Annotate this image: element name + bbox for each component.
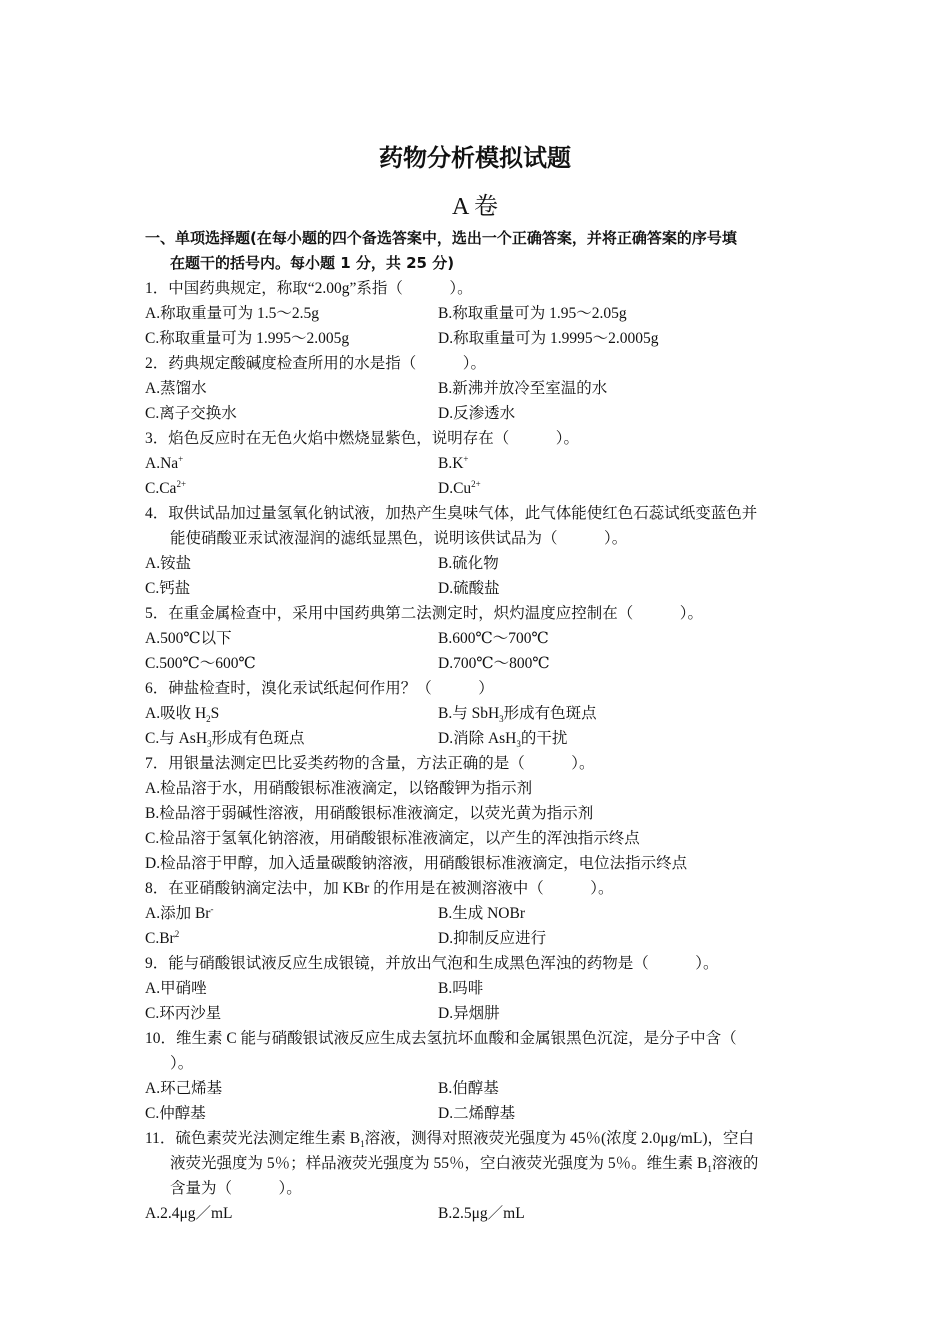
option-c: C.检品溶于氢氧化钠溶液，用硝酸银标准液滴定，以产生的浑浊指示终点	[145, 830, 640, 847]
question-1-options-row2	[145, 326, 815, 351]
option-a: A.铵盐	[145, 555, 192, 572]
question-3-options-row1	[145, 451, 815, 476]
question-8-options-row1	[145, 901, 815, 926]
page-title: 药物分析模拟试题	[379, 144, 571, 172]
option-d: D.硫酸盐	[438, 580, 500, 597]
question-10-stem-cont: ）。	[170, 1055, 194, 1072]
option-a: A.蒸馏水	[145, 380, 207, 397]
option-b: B.2.5μg／mL	[438, 1205, 525, 1222]
section-heading: 一、单项选择题(在每小题的四个备选答案中，选出一个正确答案，并将正确答案的序号填	[145, 229, 737, 247]
question-2-options-row1	[145, 376, 815, 401]
option-c: C.离子交换水	[145, 405, 237, 422]
option-c: C.钙盐	[145, 580, 191, 597]
option-d: D.二烯醇基	[438, 1105, 516, 1122]
option-a: A.吸收 $H_2S$	[145, 705, 220, 725]
option-d: D.700℃～800℃	[438, 655, 550, 672]
option-c: C.Br$^2$	[145, 928, 180, 947]
option-a: A.Na+	[145, 453, 184, 472]
option-a: A.甲硝唑	[145, 980, 207, 997]
question-6-options-row1	[145, 701, 815, 726]
option-b: B.生成 NOBr	[438, 905, 525, 922]
question-11-stem-cont2: 含量为（ ）。	[170, 1180, 302, 1197]
page-subtitle: A 卷	[451, 194, 498, 220]
question-2-stem: 2．药典规定酸碱度检查所用的水是指（ ）。	[145, 355, 487, 372]
option-b: B.硫化物	[438, 555, 499, 572]
question-11-stem: 11．硫色素荧光法测定维生素 $B_1$溶液，测得对照液荧光强度为 45％(浓度 2.0μg/mL)，空白	[145, 1130, 754, 1150]
question-4-stem: 4．取供试品加过量氢氧化钠试液，加热产生臭味气体，此气体能使红色石蕊试纸变蓝色并	[145, 505, 758, 522]
question-3-stem: 3．焰色反应时在无色火焰中燃烧显紫色，说明存在（ ）。	[145, 430, 580, 447]
question-8-options-row2	[145, 926, 815, 951]
question-11-options-row1	[145, 1201, 815, 1226]
option-d: $D.Cu^{2+}$	[438, 478, 481, 497]
question-10-options-row2	[145, 1101, 815, 1126]
question-5-options-row1	[145, 626, 815, 651]
option-b: B.K+	[438, 453, 469, 472]
option-c: C.仲醇基	[145, 1105, 206, 1122]
question-10-options-row1	[145, 1076, 815, 1101]
option-d: D.检品溶于甲醇，加入适量碳酸钠溶液，用硝酸银标准液滴定，电位法指示终点	[145, 855, 688, 872]
question-6-stem: 6．砷盐检查时，溴化汞试纸起何作用？（ ）	[145, 680, 494, 697]
option-b: B.称取重量可为 1.95～2.05g	[438, 305, 627, 322]
option-a: A.添加 Br-	[145, 903, 214, 922]
option-c: C.环丙沙星	[145, 1005, 222, 1022]
question-4-options-row2	[145, 576, 815, 601]
question-2-options-row2	[145, 401, 815, 426]
option-c: C.与 AsH$_3$形成有色斑点	[145, 730, 305, 750]
question-9-options-row2	[145, 1001, 815, 1026]
option-b: B.吗啡	[438, 980, 484, 997]
question-6-options-row2	[145, 726, 815, 751]
question-8-stem: 8．在亚硝酸钠滴定法中，加 KBr 的作用是在被测溶液中（ ）。	[145, 880, 614, 897]
option-c: $C.Ca^{2+}$	[145, 478, 187, 497]
question-11-stem-cont: 液荧光强度为 5％；样品液荧光强度为 55％，空白液荧光强度为 5％。维生素 $B_1$溶液的	[170, 1155, 759, 1175]
question-5-options-row2	[145, 651, 815, 676]
question-1-stem: 1．中国药典规定，称取“2.00g”系指（ ）。	[145, 280, 473, 297]
option-d: D.称取重量可为 1.9995～2.0005g	[438, 330, 659, 347]
question-5-stem: 5．在重金属检查中，采用中国药典第二法测定时，炽灼温度应控制在（ ）。	[145, 605, 704, 622]
question-4-options-row1	[145, 551, 815, 576]
option-a: A.称取重量可为 1.5～2.5g	[145, 305, 319, 322]
option-d: D.异烟肼	[438, 1005, 500, 1022]
question-1-options-row1	[145, 301, 815, 326]
option-c: C.称取重量可为 1.995～2.005g	[145, 330, 350, 347]
option-a: A.检品溶于水，用硝酸银标准液滴定，以铬酸钾为指示剂	[145, 780, 533, 797]
option-b: B.600℃～700℃	[438, 630, 549, 647]
option-d: D.反渗透水	[438, 405, 516, 422]
option-b: B.与 SbH$_3$形成有色斑点	[438, 705, 597, 725]
question-4-stem-cont: 能使硝酸亚汞试液湿润的滤纸显黑色，说明该供试品为（ ）。	[170, 530, 628, 547]
question-3-options-row2	[145, 476, 815, 501]
question-10-stem: 10．维生素 C 能与硝酸银试液反应生成去氢抗坏血酸和金属银黑色沉淀，是分子中含（	[145, 1030, 737, 1047]
question-list	[145, 226, 815, 1226]
option-a: A.500℃以下	[145, 630, 232, 647]
option-b: B.新沸并放冷至室温的水	[438, 380, 608, 397]
question-9-options-row1	[145, 976, 815, 1001]
option-a: A.2.4μg／mL	[145, 1205, 233, 1222]
question-9-stem: 9．能与硝酸银试液反应生成银镜，并放出气泡和生成黑色浑浊的药物是（ ）。	[145, 955, 719, 972]
option-d: D.消除 AsH$_3$的干扰	[438, 730, 568, 750]
option-b: B.检品溶于弱碱性溶液，用硝酸银标准液滴定，以荧光黄为指示剂	[145, 805, 594, 822]
option-d: D.抑制反应进行	[438, 930, 547, 947]
option-c: C.500℃～600℃	[145, 655, 256, 672]
option-b: B.伯醇基	[438, 1080, 499, 1097]
question-7-stem: 7．用银量法测定巴比妥类药物的含量，方法正确的是（ ）。	[145, 755, 595, 772]
option-a: A.环己烯基	[145, 1080, 223, 1097]
section-heading-cont: 在题干的括号内。每小题 1 分，共 25 分)	[170, 254, 455, 272]
